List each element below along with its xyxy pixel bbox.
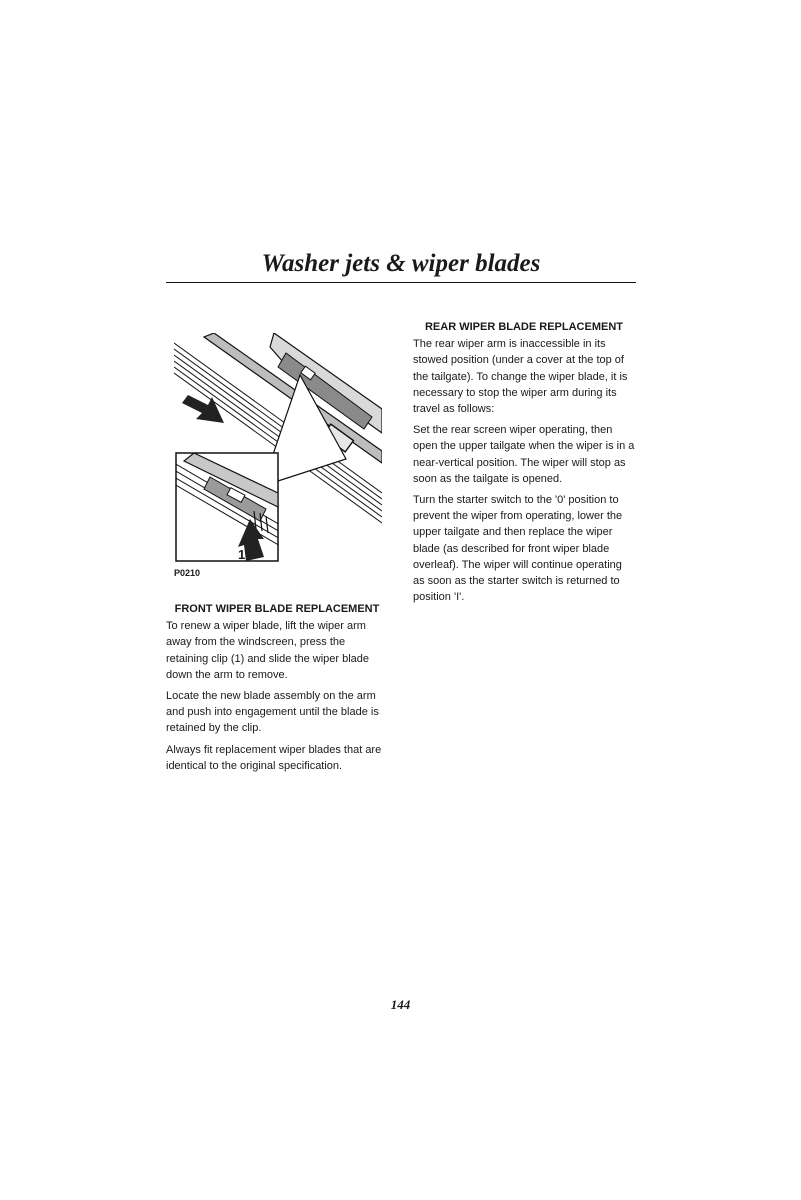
rear-section-heading: REAR WIPER BLADE REPLACEMENT xyxy=(424,321,623,333)
front-section-heading: FRONT WIPER BLADE REPLACEMENT xyxy=(174,603,380,615)
rear-paragraph: Set the rear screen wiper operating, then open the upper tailgate when the wiper is in a near-vertical position. The wiper will stop as soon as the tailgate is opened. xyxy=(413,424,635,485)
front-paragraph: To renew a wiper blade, lift the wiper arm away from the windscreen, press the retaining clip (1) and slide the wiper blade down the arm to remove. xyxy=(166,620,370,681)
wiper-blade-illustration xyxy=(174,333,382,563)
page-number: 144 xyxy=(390,997,411,1012)
rear-wiper-section xyxy=(413,319,635,610)
page-title: Washer jets & wiper blades xyxy=(261,250,541,277)
rear-paragraph: Turn the starter switch to the '0' position to prevent the wiper from operating, lower the upper tailgate and then replace the wiper blade (as described for front wiper blade overleaf). The wiper will continue operating as soon as the starter switch is returned to position 'I'. xyxy=(413,494,623,604)
title-rule xyxy=(166,282,636,283)
figure-callout-label: 1 xyxy=(238,547,246,562)
rear-paragraph: The rear wiper arm is inaccessible in its stowed position (under a cover at the top of the tailgate). To change the wiper blade, it is necessary to stop the wiper arm during its travel as follows: xyxy=(413,338,628,416)
front-wiper-section xyxy=(166,601,388,779)
front-paragraph: Locate the new blade assembly on the arm and push into engagement until the blade is retained by the clip. xyxy=(166,690,379,735)
figure-code: P0210 xyxy=(174,568,201,578)
front-paragraph: Always fit replacement wiper blades that are identical to the original specification. xyxy=(166,743,382,772)
